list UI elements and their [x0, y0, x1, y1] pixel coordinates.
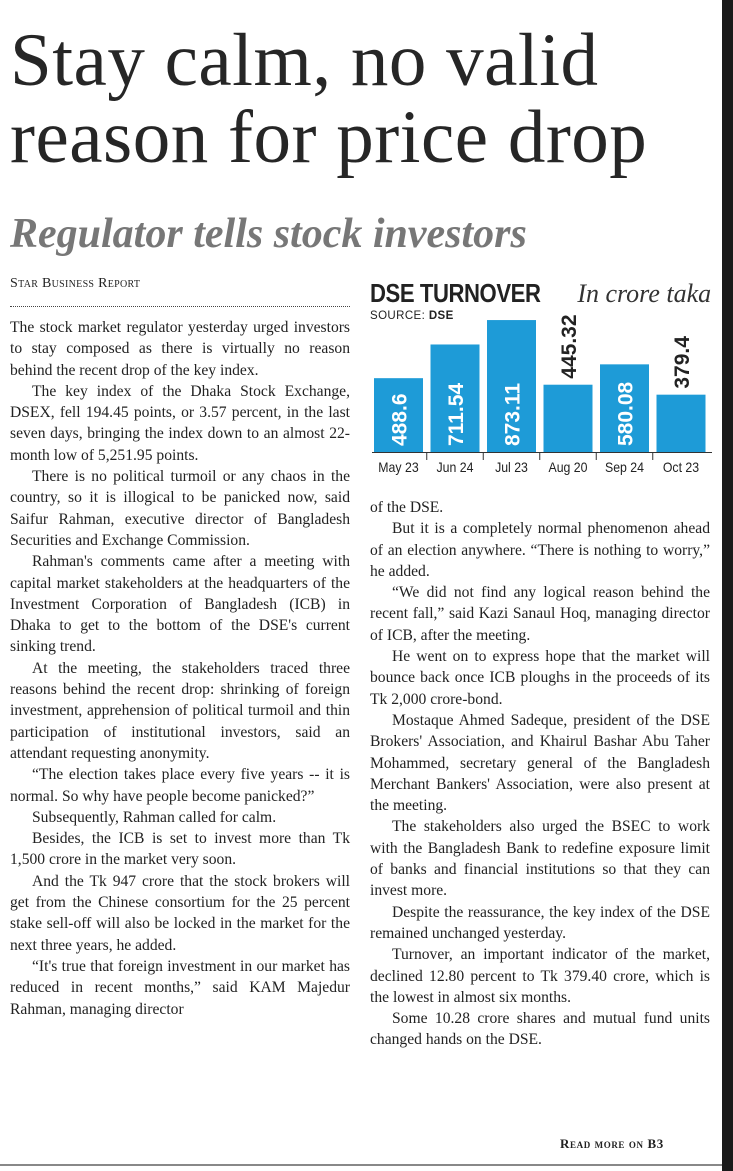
- paragraph: At the meeting, the stakeholders traced three reasons behind the recent drop: shrinking of foreign investment, apprehension of political turmoil and thin participation of institutional investors, said an attendant requesting anonymity.: [10, 659, 350, 762]
- right-margin-rule: [722, 0, 733, 1171]
- bar-oct-23: [657, 395, 706, 452]
- x-tick-label: Jun 24: [436, 459, 474, 476]
- turnover-chart: [370, 278, 715, 483]
- article-column-2: [370, 497, 710, 1051]
- paragraph: The stock market regulator yesterday urged investors to stay composed as there is virtually no reason behind the recent drop of the key index.: [10, 319, 350, 379]
- byline: Star Business Report: [10, 276, 141, 291]
- paragraph: “We did not find any logical reason behind the recent fall,” said Kazi Sanaul Hoq, managing director of ICB, after the meeting.: [370, 584, 710, 644]
- bar-value-label: 711.54: [445, 382, 468, 446]
- bar-value-label: 488.6: [388, 393, 412, 446]
- bottom-rule: [0, 1164, 722, 1166]
- read-more-link[interactable]: Read more on B3: [560, 1136, 664, 1151]
- paragraph: Despite the reassurance, the key index of the DSE remained unchanged yesterday.: [370, 903, 710, 942]
- chart-source-name: DSE: [428, 310, 454, 322]
- chart-source-label: SOURCE:: [370, 310, 426, 322]
- x-tick-label: Jul 23: [495, 459, 528, 476]
- headline: [10, 19, 720, 179]
- subheadline: Regulator tells stock investors: [10, 211, 527, 257]
- paragraph: The key index of the Dhaka Stock Exchange, DSEX, fell 194.45 points, or 3.57 percent, in the last seven days, bringing the index down to an almost 22-month low of 5,251.95 points.: [10, 382, 350, 464]
- bar-value-label: 445.32: [558, 314, 581, 379]
- paragraph: The stakeholders also urged the BSEC to work with the Bangladesh Bank to redefine exposure limit of banks and financial institutions so that they can invest more.: [370, 818, 710, 900]
- paragraph: Turnover, an important indicator of the market, declined 12.80 percent to Tk 379.40 crore, which is the lowest in almost six months.: [370, 946, 710, 1006]
- headline-line-1: Stay calm, no valid: [10, 19, 599, 102]
- article-column-1: [10, 317, 350, 1020]
- paragraph: Mostaque Ahmed Sadeque, president of the DSE Brokers' Association, and Khairul Bashar Abu Taher Mohammed, secretary general of the Bangladesh Merchant Bankers' Association, were also present at the meeting.: [370, 711, 710, 815]
- paragraph: Besides, the ICB is set to invest more than Tk 1,500 crore in the market very soon.: [10, 830, 350, 869]
- chart-plot: [370, 278, 715, 483]
- paragraph: “The election takes place every five years -- it is normal. So why have people become panicked?”: [10, 766, 350, 805]
- paragraph: But it is a completely normal phenomenon ahead of an election anywhere. “There is nothing to worry,” he added.: [370, 520, 710, 580]
- bar-value-label: 580.08: [614, 381, 638, 446]
- chart-title-main: DSE TURNOVER: [370, 278, 541, 308]
- x-tick-label: May 23: [378, 459, 419, 476]
- chart-title-unit: In crore taka: [577, 279, 712, 308]
- paragraph: He went on to express hope that the market will bounce back once ICB ploughs in the proceeds of its Tk 2,000 crore-bond.: [370, 648, 710, 708]
- paragraph: Rahman's comments came after a meeting with capital market stakeholders at the headquarters of the Investment Corporation of Bangladesh (ICB) in Dhaka to get to the bottom of the DSE's current sinking trend.: [10, 553, 350, 656]
- x-tick-label: Sep 24: [604, 459, 645, 476]
- paragraph: “It's true that foreign investment in our market has reduced in recent months,” said KAM Majedur Rahman, managing director: [10, 957, 350, 1018]
- paragraph: Subsequently, Rahman called for calm.: [32, 808, 277, 826]
- bar-value-label: 379.4: [671, 336, 694, 389]
- x-tick-label: Aug 20: [548, 459, 588, 476]
- bar-aug-20: [544, 385, 593, 452]
- bar-value-label: 873.11: [501, 382, 525, 446]
- headline-line-2: reason for price drop: [10, 96, 648, 179]
- x-tick-label: Oct 23: [662, 459, 700, 476]
- byline-dotted-rule: [10, 306, 350, 307]
- paragraph: of the DSE.: [370, 499, 444, 516]
- paragraph: And the Tk 947 crore that the stock brokers will get from the Chinese consortium for the 25 percent stake sell-off will also be locked in the market for the next three years, he added.: [10, 872, 350, 954]
- paragraph: There is no political turmoil or any chaos in the country, so it is illogical to be panicked now, said Saifur Rahman, executive director of Bangladesh Securities and Exchange Commission.: [10, 468, 350, 549]
- paragraph: Some 10.28 crore shares and mutual fund units changed hands on the DSE.: [370, 1010, 710, 1049]
